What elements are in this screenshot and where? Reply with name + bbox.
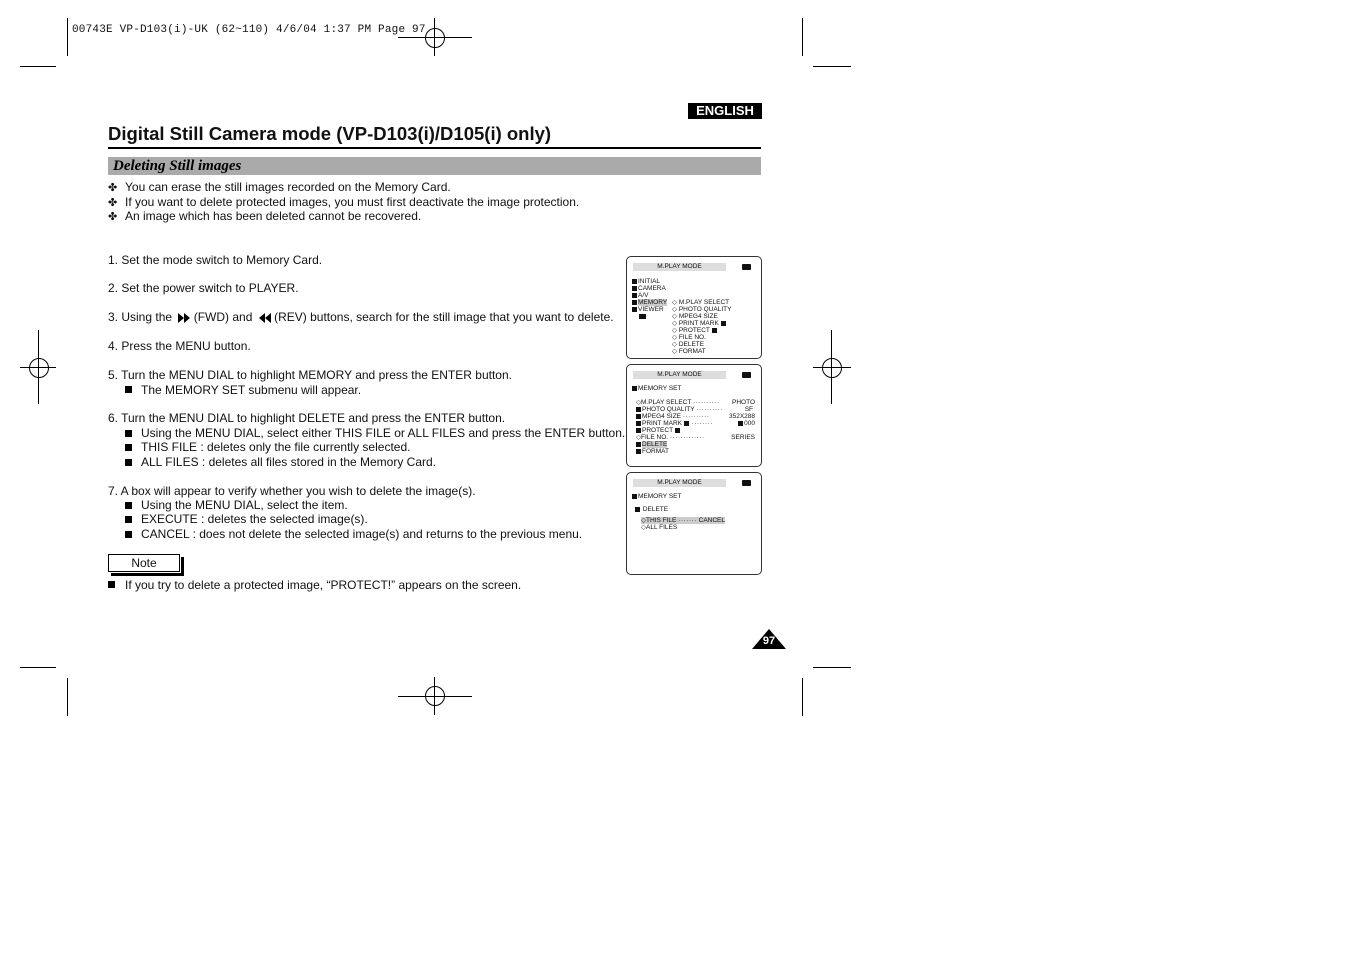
screen-2-value-3: 352X288 xyxy=(728,413,755,420)
step-5: 5. Turn the MENU DIAL to highlight MEMORY and press the ENTER button. xyxy=(108,368,512,382)
screen-2-title: M.PLAY MODE xyxy=(633,371,726,379)
crop-mark xyxy=(802,18,803,56)
screen-2-item-8: FORMAT xyxy=(636,448,669,455)
screen-1-sub-3: ◇ MPEG4 SIZE xyxy=(672,313,718,320)
screen-1-sub-5: ◇ PROTECT xyxy=(672,327,718,334)
language-tag: ENGLISH xyxy=(688,103,762,119)
card-icon xyxy=(742,264,751,270)
screen-2-item-5: PROTECT xyxy=(636,427,681,434)
menu-screen-2 xyxy=(626,364,762,467)
menu-screen-3 xyxy=(626,472,762,575)
rev-icon xyxy=(259,310,271,324)
step-2: 2. Set the power switch to PLAYER. xyxy=(108,281,299,295)
section-title: Deleting Still images xyxy=(113,158,242,174)
registration-mark xyxy=(425,686,445,706)
screen-2-value-1: PHOTO xyxy=(732,399,755,406)
step-4: 4. Press the MENU button. xyxy=(108,339,251,353)
step-6-sub-2: THIS FILE : deletes only the file currently selected. xyxy=(141,440,411,454)
crop-mark xyxy=(20,667,56,668)
crop-mark xyxy=(813,66,851,67)
step-1: 1. Set the mode switch to Memory Card. xyxy=(108,253,323,267)
screen-2-item-2: PHOTO QUALITY ·········· xyxy=(636,406,723,413)
screen-1-menu-av: A/V xyxy=(632,292,648,299)
step-7: 7. A box will appear to verify whether you wish to delete the image(s). xyxy=(108,484,476,498)
screen-1-sub-8: ◇ FORMAT xyxy=(672,348,706,355)
step-3-end: (REV) buttons, search for the still image that you want to delete. xyxy=(274,310,614,324)
screen-3-sub: DELETE xyxy=(635,506,668,513)
intro-line-3: An image which has been deleted cannot be recovered. xyxy=(125,209,422,223)
screen-3-this-file: ◇THIS FILE ······· CANCEL xyxy=(641,517,725,524)
screen-3-all-files: ◇ALL FILES xyxy=(641,524,678,531)
step-6-sub-3: ALL FILES : deletes all files stored in the Memory Card. xyxy=(141,455,437,469)
crop-mark xyxy=(20,66,56,67)
step-3-middle: (FWD) and xyxy=(193,310,253,324)
screen-2-item-6: ◇FILE NO. ············· xyxy=(636,434,705,441)
step-7-sub-3: CANCEL : does not delete the selected image(s) and returns to the previous menu. xyxy=(141,527,583,541)
square-bullet-icon xyxy=(125,502,132,509)
screen-1-menu-initial: INITIAL xyxy=(632,278,660,285)
screen-3-title: M.PLAY MODE xyxy=(633,479,726,487)
registration-mark xyxy=(29,358,49,378)
screen-1-sub-4: ◇ PRINT MARK xyxy=(672,320,727,327)
intro-line-1: You can erase the still images recorded on the Memory Card. xyxy=(125,180,451,194)
screen-1-photo-icon xyxy=(639,313,647,320)
screen-2-value-4: 000 xyxy=(738,420,755,427)
cross-bullet-icon: ✤ xyxy=(108,197,118,209)
intro-line-2: If you want to delete protected images, you must first deactivate the image protection. xyxy=(125,195,580,209)
title-rule xyxy=(108,147,761,149)
screen-2-item-1: ◇M.PLAY SELECT ·········· xyxy=(636,399,720,406)
cross-bullet-icon: ✤ xyxy=(108,182,118,194)
screen-1-title: M.PLAY MODE xyxy=(633,263,726,271)
step-5-sub: The MEMORY SET submenu will appear. xyxy=(141,383,362,397)
screen-2-header: MEMORY SET xyxy=(632,385,681,392)
screen-1-sub-6: ◇ FILE NO. xyxy=(672,334,706,341)
note-text: If you try to delete a protected image, “PROTECT!” appears on the screen. xyxy=(125,578,522,592)
note-label: Note xyxy=(108,554,180,572)
step-6: 6. Turn the MENU DIAL to highlight DELETE and press the ENTER button. xyxy=(108,411,506,425)
page-title: Digital Still Camera mode (VP-D103(i)/D105(i) only) xyxy=(108,123,552,144)
step-3-start: 3. Using the xyxy=(108,310,173,324)
card-icon xyxy=(742,480,751,486)
screen-2-value-2: SF xyxy=(744,406,753,413)
card-icon xyxy=(742,372,751,378)
step-7-sub-1: Using the MENU DIAL, select the item. xyxy=(141,498,348,512)
page-number: 97 xyxy=(762,635,776,647)
crop-mark xyxy=(67,18,68,56)
step-7-sub-2: EXECUTE : deletes the selected image(s). xyxy=(141,512,368,526)
screen-1-menu-viewer: VIEWER xyxy=(632,306,664,313)
crop-mark xyxy=(802,678,803,716)
registration-mark xyxy=(822,358,842,378)
square-bullet-icon xyxy=(125,386,132,393)
screen-1-sub-7: ◇ DELETE xyxy=(672,341,705,348)
screen-3-header: MEMORY SET xyxy=(632,493,681,500)
print-header: 00743E VP-D103(i)-UK (62~110) 4/6/04 1:37 PM Page 97 xyxy=(72,24,426,36)
square-bullet-icon xyxy=(125,516,132,523)
registration-mark xyxy=(425,28,445,48)
square-bullet-icon xyxy=(125,430,132,437)
step-3 xyxy=(108,310,614,324)
screen-1-menu-camera: CAMERA xyxy=(632,285,666,292)
header-underline xyxy=(398,37,472,38)
square-bullet-icon xyxy=(125,444,132,451)
screen-2-item-4: PRINT MARK ········ xyxy=(636,420,713,427)
screen-1-sub-2: ◇ PHOTO QUALITY xyxy=(672,306,732,313)
crop-mark xyxy=(67,678,68,716)
crop-mark xyxy=(813,667,851,668)
square-bullet-icon xyxy=(108,581,115,588)
cross-bullet-icon: ✤ xyxy=(108,211,118,223)
square-bullet-icon xyxy=(125,459,132,466)
screen-2-item-3: MPEG4 SIZE ·········· xyxy=(636,413,709,420)
screen-1-menu-memory: MEMORY xyxy=(632,299,667,306)
menu-screen-1 xyxy=(626,256,762,359)
screen-2-value-6: SERIES xyxy=(731,434,755,441)
screen-1-sub-1: ◇ M.PLAY SELECT xyxy=(672,299,730,306)
screen-2-item-7: DELETE xyxy=(636,441,667,448)
square-bullet-icon xyxy=(125,531,132,538)
fwd-icon xyxy=(178,310,190,324)
step-6-sub-1: Using the MENU DIAL, select either THIS FILE or ALL FILES and press the ENTER button. xyxy=(141,426,626,440)
